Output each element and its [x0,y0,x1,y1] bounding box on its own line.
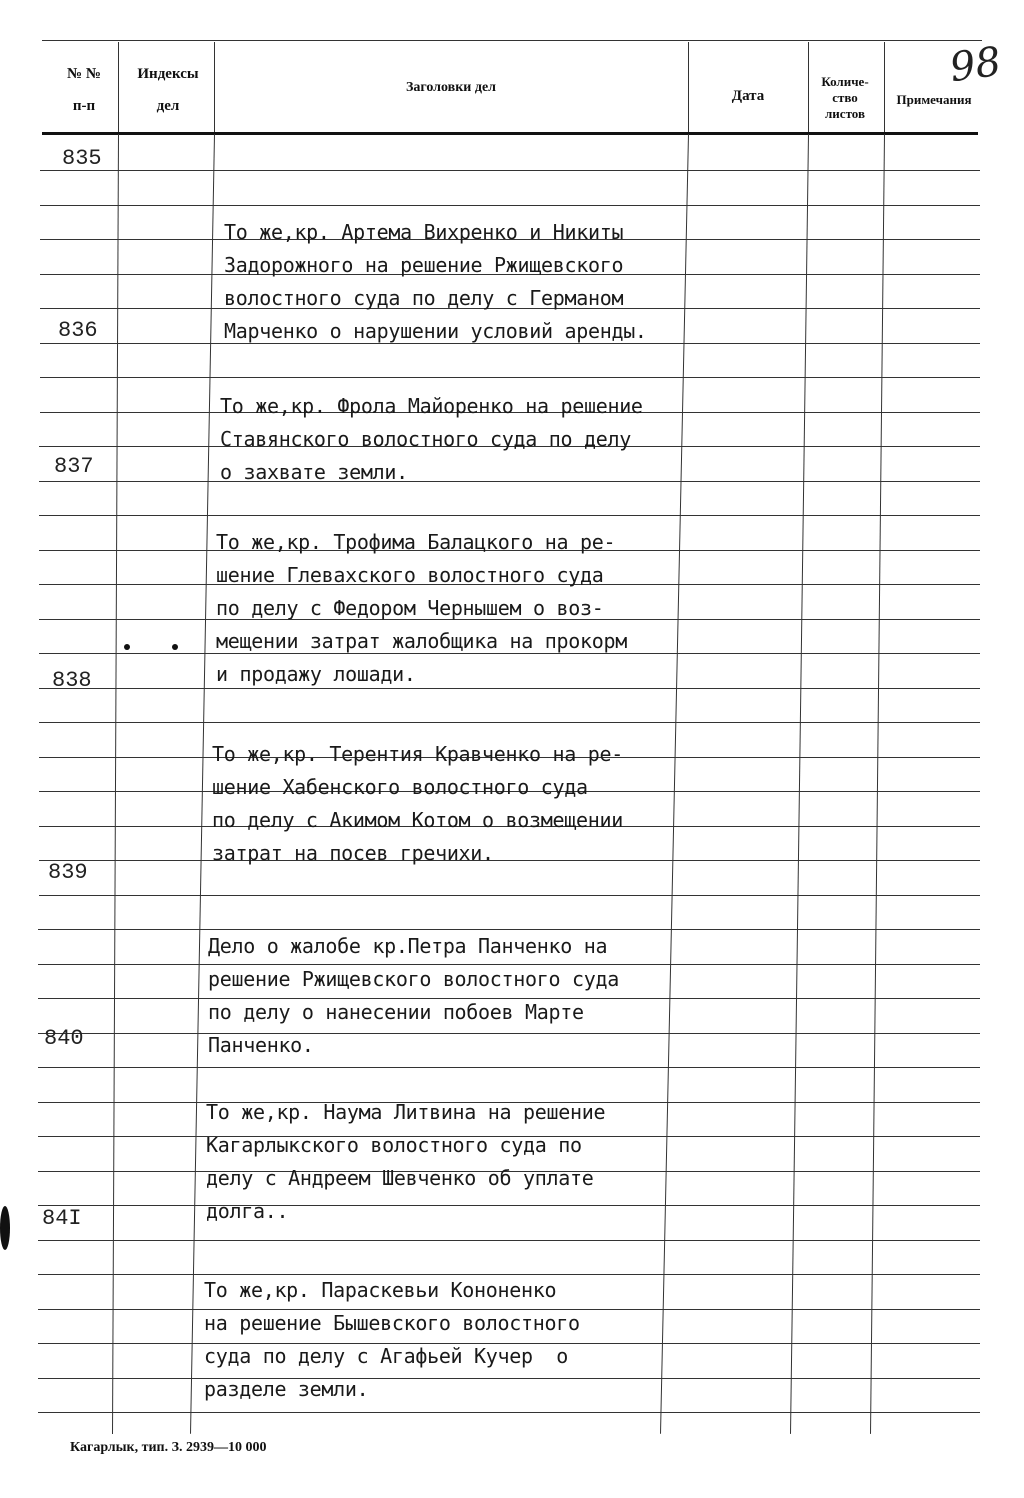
header-notes: Примечания [896,92,972,107]
row-number: 838 [52,668,92,693]
binding-hole-mark [0,1206,10,1250]
column-rule [118,42,119,132]
row-number: 84I [42,1206,82,1231]
header-count: Количе- ство листов [821,74,869,121]
row-title: Дело о жалобе кр.Петра Панченко на решение Ржищевского волостного суда по делу о нанесении побоев Марте Панченко. [208,934,619,1057]
ink-speck [172,644,178,650]
column-rule [112,134,119,1434]
row-title: То же,кр. Терентия Кравченко на ре- шение Хабенского волостного суда по делу с Акимом Котом о возмещении затрат на посев гречихи. [212,742,623,865]
row-number: 837 [54,454,94,479]
header-rule [42,132,978,135]
ink-speck [124,644,130,650]
row-number: 840 [44,1026,84,1051]
column-rule [660,134,689,1434]
column-rule [870,134,885,1434]
row-number: 835 [62,146,102,171]
header-date: Дата [731,88,765,104]
page-number: 98 [947,38,1004,92]
column-rule [688,42,689,132]
column-rule [808,42,809,132]
top-rule [42,40,982,41]
row-title: То же,кр. Фрола Майоренко на решение Ставянского волостного суда по делу о захвате земли. [220,394,643,484]
printer-imprint: Кагарлык, тип. З. 2939—10 000 [70,1440,267,1455]
row-title: То же,кр. Параскевьи Кононенко на решение Бышевского волостного суда по делу с Агафьей Кучер о разделе земли. [204,1278,580,1401]
row-title: То же,кр. Наума Литвина на решение Кагарлыкского волостного суда по делу с Андреем Шевченко об уплате долга.. [206,1100,606,1223]
row-number: 836 [58,318,98,343]
column-rule [214,42,215,132]
row-title: То же,кр. Артема Вихренко и Никиты Задорожного на решение Ржищевского волостного суда по делу с Германом Марченко о нарушении условий аренды. [224,220,647,343]
header-index: Индексы дел [137,66,199,114]
row-number: 839 [48,860,88,885]
column-rule [884,42,885,132]
column-rule [790,134,809,1434]
row-title: То же,кр. Трофима Балацкого на ре- шение Глевахского волостного суда по делу с Федором Чернышем о воз- мещении затрат жалобщика на прокорм и продажу лошади. [216,530,627,686]
header-title: Заголовки дел [405,80,497,95]
header-number: № № п-п [67,66,101,114]
